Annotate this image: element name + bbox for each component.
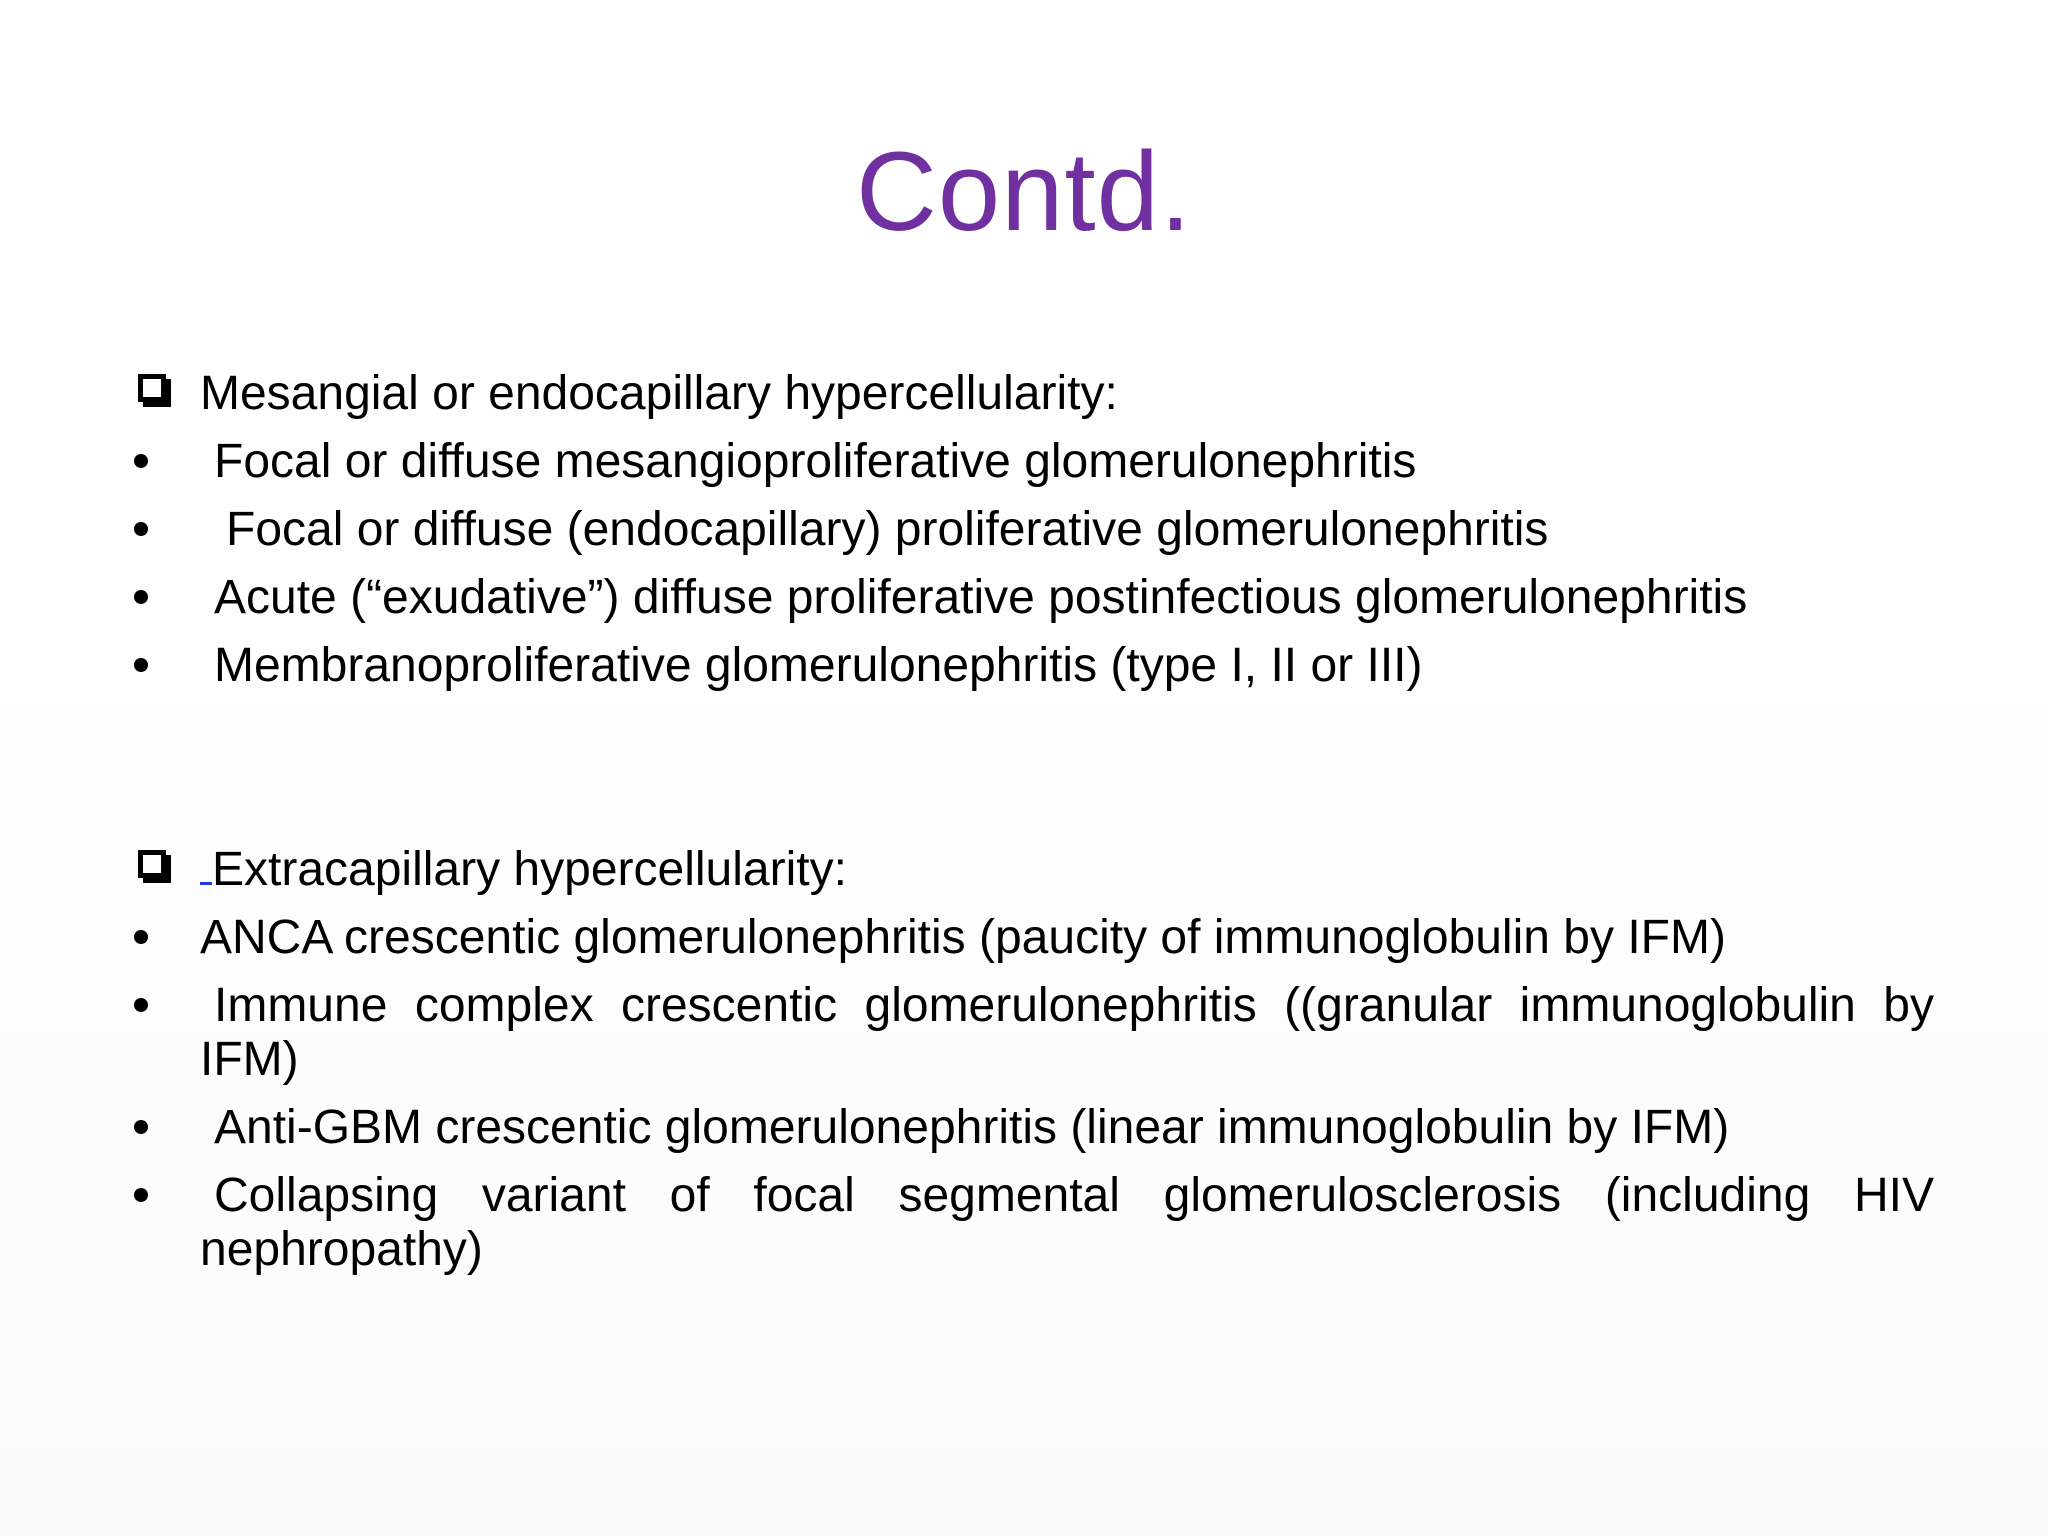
list-item-text: Immune complex crescentic glomerulonephritis ((granular immunoglobulin by IFM) xyxy=(200,979,1934,1086)
list-item xyxy=(120,632,1934,700)
list-item-text: Acute (“exudative”) diffuse proliferative postinfectious glomerulonephritis xyxy=(214,571,1748,624)
bullet-icon xyxy=(128,1162,172,1230)
list-item-text: Collapsing variant of focal segmental glomerulosclerosis (including HIV nephropathy) xyxy=(200,1169,1934,1276)
bullet-icon xyxy=(128,1094,172,1162)
list-item xyxy=(120,1094,1934,1162)
list-item-text: ANCA crescentic glomerulonephritis (paucity of immunoglobulin by IFM) xyxy=(200,911,1726,964)
bullet-icon xyxy=(128,496,172,564)
section-spacer xyxy=(120,700,1934,836)
list-item xyxy=(120,496,1934,564)
list-item-text: Focal or diffuse (endocapillary) proliferative glomerulonephritis xyxy=(226,503,1549,556)
list-item xyxy=(120,1162,1934,1284)
hyperlink-underline-mark[interactable] xyxy=(200,842,212,885)
bullet-icon xyxy=(128,564,172,632)
list-item xyxy=(120,428,1934,496)
section-heading-text: Mesangial or endocapillary hypercellularity: xyxy=(200,367,1118,420)
list-item-text: Membranoproliferative glomerulonephritis (type I, II or III) xyxy=(214,639,1423,692)
list-item xyxy=(120,904,1934,972)
checkbox-bullet-icon xyxy=(128,836,172,904)
bullet-icon xyxy=(128,904,172,972)
bullet-icon xyxy=(128,632,172,700)
checkbox-bullet-icon xyxy=(128,360,172,428)
slide-title: Contd. xyxy=(856,129,1192,254)
section-heading-text: Extracapillary hypercellularity: xyxy=(212,843,847,896)
list-item xyxy=(120,972,1934,1094)
section-heading-extracapillary xyxy=(120,836,1934,904)
list-item-text: Focal or diffuse mesangioproliferative glomerulonephritis xyxy=(214,435,1417,488)
slide-content xyxy=(120,360,1934,1284)
bullet-icon xyxy=(128,428,172,496)
section-heading-mesangial xyxy=(120,360,1934,428)
list-item xyxy=(120,564,1934,632)
list-item-text: Anti-GBM crescentic glomerulonephritis (linear immunoglobulin by IFM) xyxy=(214,1101,1730,1154)
bullet-icon xyxy=(128,972,172,1040)
